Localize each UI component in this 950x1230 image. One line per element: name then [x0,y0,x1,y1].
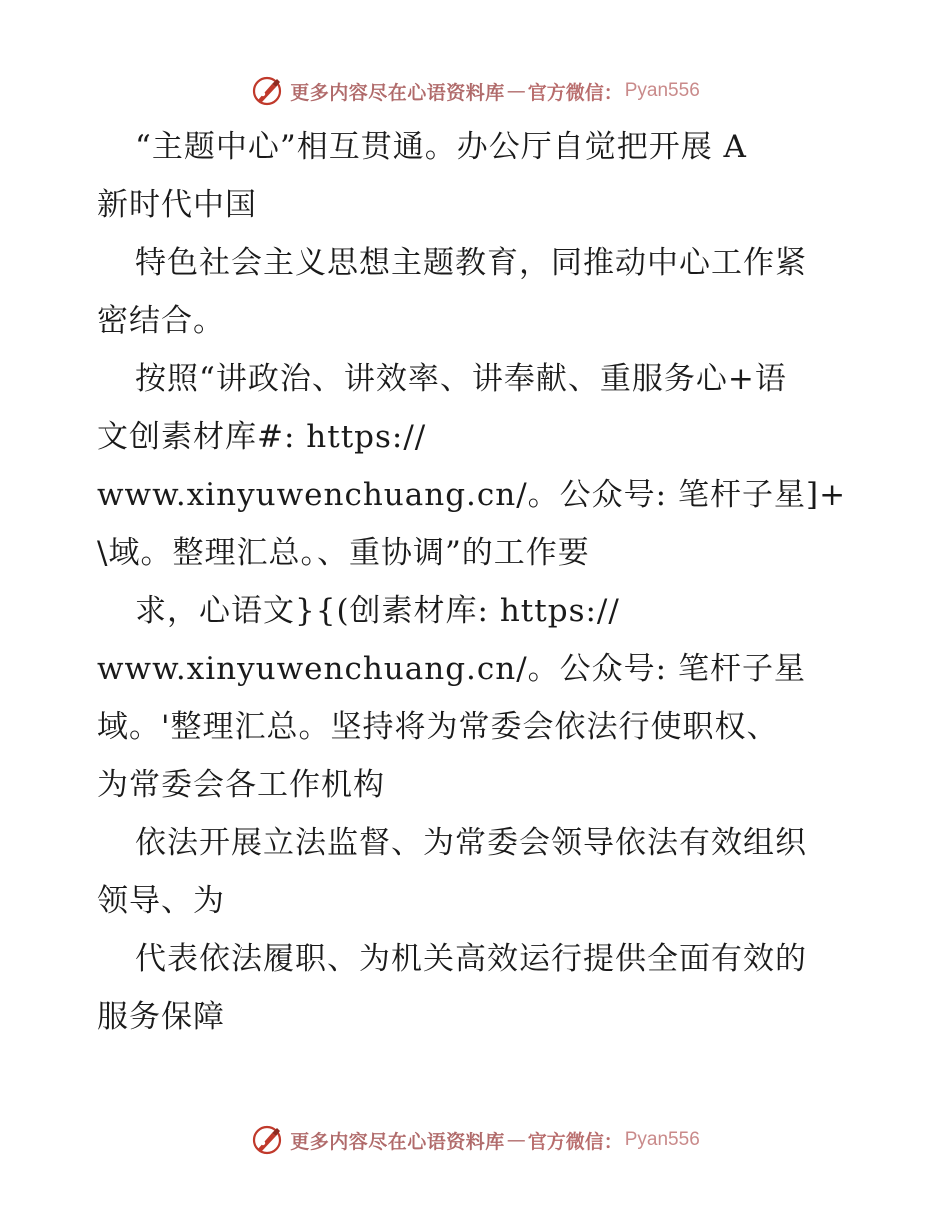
body-line: 求，心语文}{(创素材库: https:// [135,593,620,629]
banner-wechat-id: Pyan556 [624,80,700,101]
body-line: 为常委会各工作机构 [97,767,385,803]
footer-watermark-banner [0,1120,950,1160]
body-line: 服务保障 [97,999,225,1035]
body-line: 依法开展立法监督、为常委会领导依法有效组织 [135,825,807,861]
body-line: 文创素材库#: https:// [97,419,427,455]
body-line: 按照“讲政治、讲效率、讲奉献、重服务心+语 [135,361,787,397]
pen-logo-icon [250,1123,284,1157]
body-line: 代表依法履职、为机关高效运行提供全面有效的 [135,941,807,977]
body-line: 领导、为 [97,883,225,919]
body-line: “主题中心”相互贯通。办公厅自觉把开展 A [135,129,747,165]
document-body [97,118,857,1046]
body-line: 密结合。 [97,303,225,339]
body-line: 新时代中国 [97,187,257,223]
body-line: www.xinyuwenchuang.cn/。公众号: 笔杆子星]+ [97,477,847,513]
banner-label: 更多内容尽在心语资料库 [290,81,505,104]
banner-separator: — [506,1129,526,1151]
banner-wechat-id: Pyan556 [624,1129,700,1150]
banner-wechat-label: 官方微信： [527,81,623,104]
banner-separator: — [506,80,526,102]
body-line: \域。整理汇总。、重协调”的工作要 [97,535,590,571]
body-line: 特色社会主义思想主题教育，同推动中心工作紧 [135,245,807,281]
body-line: www.xinyuwenchuang.cn/。公众号: 笔杆子星 [97,651,806,687]
pen-logo-icon [250,74,284,108]
banner-wechat-label: 官方微信： [527,1130,623,1153]
banner-label: 更多内容尽在心语资料库 [290,1130,505,1153]
header-watermark-banner [0,71,950,111]
body-line: 域。'整理汇总。坚持将为常委会依法行使职权、 [97,709,779,745]
